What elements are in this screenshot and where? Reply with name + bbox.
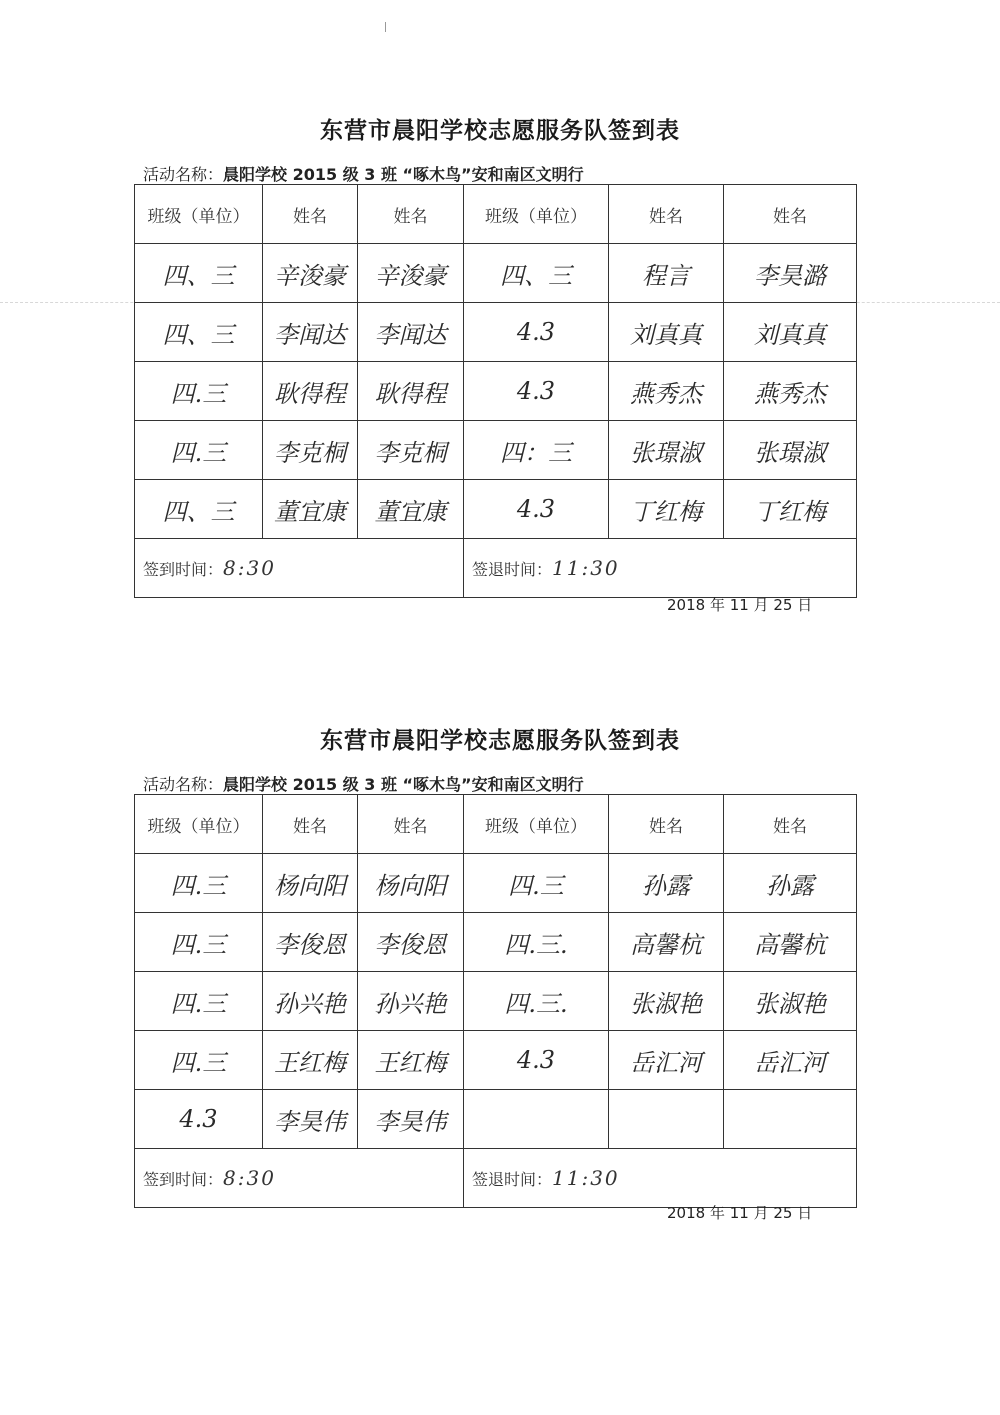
class-cell: 4.3 bbox=[135, 1090, 263, 1149]
name-cell: 丁红梅 bbox=[609, 480, 724, 539]
activity-name: 晨阳学校 2015 级 3 班 “啄木鸟”安和南区文明行 bbox=[223, 775, 584, 794]
signout-time-cell bbox=[464, 539, 857, 598]
table-row bbox=[135, 972, 857, 1031]
class-cell: 四、三 bbox=[135, 303, 263, 362]
time-row bbox=[135, 1149, 857, 1208]
signout-time-cell bbox=[464, 1149, 857, 1208]
name-cell: 高馨杭 bbox=[609, 913, 724, 972]
name-cell: 孙兴艳 bbox=[263, 972, 358, 1031]
header-name: 姓名 bbox=[263, 185, 358, 244]
name-cell: 杨向阳 bbox=[358, 854, 464, 913]
name-cell: 耿得程 bbox=[263, 362, 358, 421]
class-cell: 四.三 bbox=[135, 1031, 263, 1090]
header-class-unit: 班级（单位） bbox=[464, 795, 609, 854]
name-cell: 李昊伟 bbox=[358, 1090, 464, 1149]
table-row bbox=[135, 362, 857, 421]
name-cell: 王红梅 bbox=[263, 1031, 358, 1090]
header-name: 姓名 bbox=[609, 795, 724, 854]
header-name: 姓名 bbox=[724, 795, 857, 854]
class-cell: 四.三 bbox=[135, 421, 263, 480]
scan-mark bbox=[385, 22, 386, 32]
signin-time: 8:30 bbox=[223, 1166, 276, 1190]
header-name: 姓名 bbox=[358, 185, 464, 244]
activity-label: 活动名称： bbox=[143, 775, 224, 794]
name-cell: 张淑艳 bbox=[609, 972, 724, 1031]
name-cell: 岳汇河 bbox=[609, 1031, 724, 1090]
activity-line bbox=[143, 162, 584, 185]
table-row bbox=[135, 244, 857, 303]
sheet-title: 东营市晨阳学校志愿服务队签到表 bbox=[320, 728, 680, 754]
table-row bbox=[135, 421, 857, 480]
table-row bbox=[135, 854, 857, 913]
name-cell: 燕秀杰 bbox=[609, 362, 724, 421]
name-cell: 李俊恩 bbox=[358, 913, 464, 972]
class-cell: 四.三. bbox=[464, 913, 609, 972]
class-cell: 四、三 bbox=[464, 244, 609, 303]
signin-label: 签到时间： bbox=[143, 560, 224, 579]
class-cell: 4.3 bbox=[464, 362, 609, 421]
class-cell: 四.三 bbox=[464, 854, 609, 913]
name-cell: 张璟淑 bbox=[724, 421, 857, 480]
name-cell: 李闻达 bbox=[263, 303, 358, 362]
table-row bbox=[135, 913, 857, 972]
class-cell: 四.三. bbox=[464, 972, 609, 1031]
name-cell: 孙兴艳 bbox=[358, 972, 464, 1031]
class-cell: 四.三 bbox=[135, 913, 263, 972]
name-cell: 李克桐 bbox=[263, 421, 358, 480]
activity-name: 晨阳学校 2015 级 3 班 “啄木鸟”安和南区文明行 bbox=[223, 165, 584, 184]
class-cell: 四：三 bbox=[464, 421, 609, 480]
name-cell: 刘真真 bbox=[609, 303, 724, 362]
class-cell: 四、三 bbox=[135, 244, 263, 303]
header-class-unit: 班级（单位） bbox=[464, 185, 609, 244]
activity-line bbox=[143, 772, 584, 795]
activity-label: 活动名称： bbox=[143, 165, 224, 184]
class-cell: 四.三 bbox=[135, 362, 263, 421]
name-cell: 刘真真 bbox=[724, 303, 857, 362]
name-cell: 燕秀杰 bbox=[724, 362, 857, 421]
table-header-row bbox=[135, 185, 857, 244]
signin-table bbox=[134, 794, 857, 1208]
name-cell: 董宜康 bbox=[358, 480, 464, 539]
name-cell: 孙露 bbox=[724, 854, 857, 913]
name-cell: 丁红梅 bbox=[724, 480, 857, 539]
name-cell: 李昊伟 bbox=[263, 1090, 358, 1149]
table-header-row bbox=[135, 795, 857, 854]
header-class-unit: 班级（单位） bbox=[135, 185, 263, 244]
time-row bbox=[135, 539, 857, 598]
name-cell: 董宜康 bbox=[263, 480, 358, 539]
class-cell: 4.3 bbox=[464, 303, 609, 362]
header-name: 姓名 bbox=[263, 795, 358, 854]
signin-table bbox=[134, 184, 857, 598]
header-class-unit: 班级（单位） bbox=[135, 795, 263, 854]
name-cell: 张璟淑 bbox=[609, 421, 724, 480]
name-cell: 李昊潞 bbox=[724, 244, 857, 303]
signout-label: 签退时间： bbox=[472, 560, 553, 579]
name-cell: 岳汇河 bbox=[724, 1031, 857, 1090]
table-row bbox=[135, 1090, 857, 1149]
signout-label: 签退时间： bbox=[472, 1170, 553, 1189]
class-cell: 四.三 bbox=[135, 854, 263, 913]
sheet-date: 2018 年 11 月 25 日 bbox=[667, 1204, 813, 1222]
name-cell bbox=[724, 1090, 857, 1149]
table-row bbox=[135, 1031, 857, 1090]
name-cell: 辛浚豪 bbox=[263, 244, 358, 303]
name-cell: 程言 bbox=[609, 244, 724, 303]
header-name: 姓名 bbox=[724, 185, 857, 244]
signin-time-cell bbox=[135, 1149, 464, 1208]
class-cell: 四、三 bbox=[135, 480, 263, 539]
table-row bbox=[135, 480, 857, 539]
sheet-date: 2018 年 11 月 25 日 bbox=[667, 596, 813, 614]
table-row bbox=[135, 303, 857, 362]
name-cell: 耿得程 bbox=[358, 362, 464, 421]
class-cell: 四.三 bbox=[135, 972, 263, 1031]
sheet-title: 东营市晨阳学校志愿服务队签到表 bbox=[320, 118, 680, 144]
class-cell: 4.3 bbox=[464, 480, 609, 539]
signout-time: 11:30 bbox=[552, 556, 620, 580]
name-cell: 张淑艳 bbox=[724, 972, 857, 1031]
signin-time-cell bbox=[135, 539, 464, 598]
header-name: 姓名 bbox=[358, 795, 464, 854]
name-cell: 孙露 bbox=[609, 854, 724, 913]
name-cell: 杨向阳 bbox=[263, 854, 358, 913]
name-cell: 王红梅 bbox=[358, 1031, 464, 1090]
class-cell bbox=[464, 1090, 609, 1149]
name-cell bbox=[609, 1090, 724, 1149]
header-name: 姓名 bbox=[609, 185, 724, 244]
name-cell: 辛浚豪 bbox=[358, 244, 464, 303]
name-cell: 李克桐 bbox=[358, 421, 464, 480]
signin-label: 签到时间： bbox=[143, 1170, 224, 1189]
name-cell: 李闻达 bbox=[358, 303, 464, 362]
name-cell: 李俊恩 bbox=[263, 913, 358, 972]
signout-time: 11:30 bbox=[552, 1166, 620, 1190]
signin-time: 8:30 bbox=[223, 556, 276, 580]
class-cell: 4.3 bbox=[464, 1031, 609, 1090]
name-cell: 高馨杭 bbox=[724, 913, 857, 972]
